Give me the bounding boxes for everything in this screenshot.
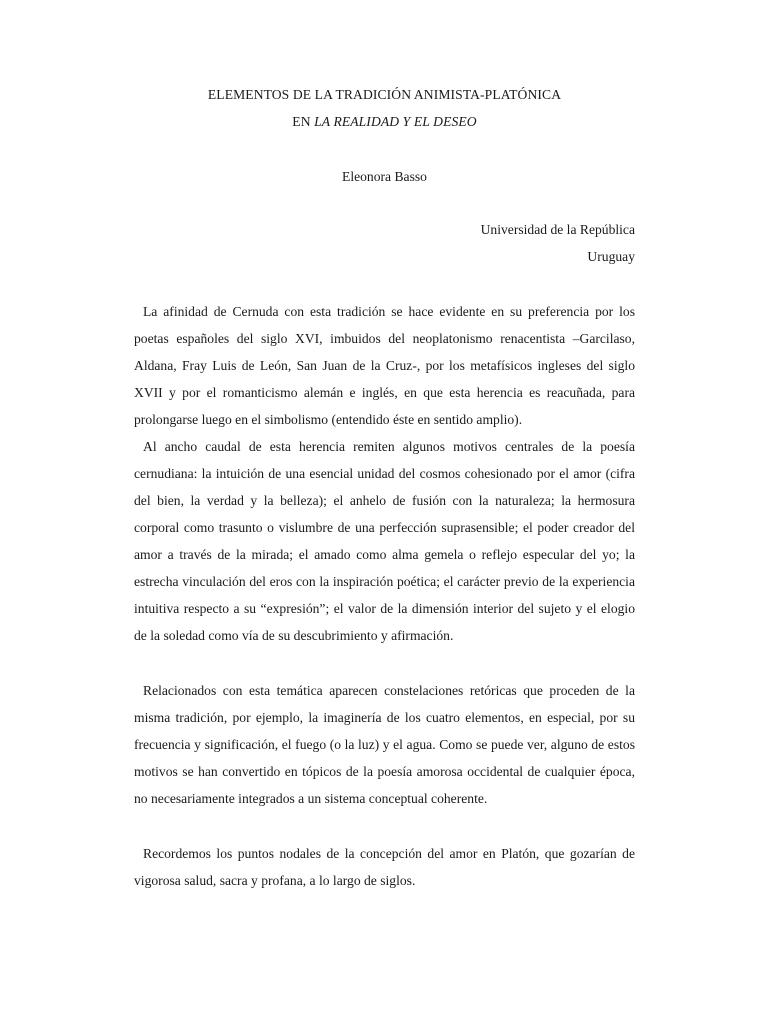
affiliation-country: Uruguay (587, 249, 635, 264)
affiliation-institution: Universidad de la República (480, 222, 635, 237)
body-paragraph-1: La afinidad de Cernuda con esta tradición se hace evidente en su preferencia por los poetas españoles del siglo XVI, imbuidos del neoplatonismo renacentista –Garcilaso, Aldana, Fray Luis de León, San Juan de la Cruz-, por los metafísicos ingleses del siglo XVII y por el romanticismo alemán e inglés, en que esta herencia es reacuñada, para prolongarse luego en el simbolismo (entendido éste en sentido amplio). (134, 304, 635, 427)
subtitle-work-title: LA REALIDAD Y EL DESEO (314, 114, 477, 129)
body-paragraph-2: Al ancho caudal de esta herencia remiten algunos motivos centrales de la poesía cernudiana: la intuición de una esencial unidad del cosmos cohesionado por el amor (cifra del bien, la verdad y la belleza); el anhelo de fusión con la naturaleza; la hermosura corporal como trasunto o vislumbre de una perfección suprasensible; el poder creador del amor a través de la mirada; el amado como alma gemela o reflejo especular del yo; la estrecha vinculación del eros con la inspiración poética; el carácter previo de la experiencia intuitiva respecto a su “expresión”; el valor de la dimensión interior del sujeto y el elogio de la soledad como vía de su descubrimiento y afirmación. (134, 439, 635, 643)
document-page (134, 0, 635, 1024)
body-paragraph-3: Relacionados con esta temática aparecen constelaciones retóricas que proceden de la misma tradición, por ejemplo, la imaginería de los cuatro elementos, en especial, por su frecuencia y significación, el fuego (o la luz) y el agua. Como se puede ver, alguno de estos motivos se han convertido en tópicos de la poesía amorosa occidental de cualquier época, no necesariamente integrados a un sistema conceptual coherente. (134, 683, 635, 806)
document-title: ELEMENTOS DE LA TRADICIÓN ANIMISTA-PLATÓNICA (207, 87, 562, 102)
body-paragraph-4: Recordemos los puntos nodales de la concepción del amor en Platón, que gozarían de vigorosa salud, sacra y profana, a lo largo de siglos. (134, 846, 635, 888)
author-name: Eleonora Basso (342, 169, 427, 184)
document-subtitle (134, 113, 635, 131)
subtitle-prefix: EN (292, 114, 315, 129)
